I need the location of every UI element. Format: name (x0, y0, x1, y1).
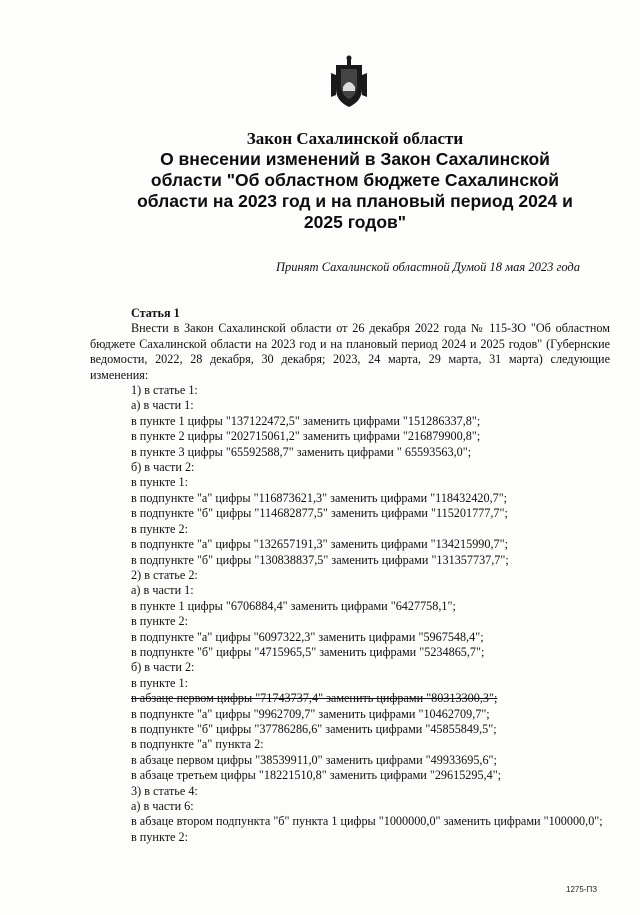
amendment-line: а) в части 6: (131, 799, 194, 813)
amendment-line: б) в части 2: (131, 460, 195, 475)
amendment-line: в пункте 1: (131, 475, 188, 490)
amendment-lines (90, 383, 610, 814)
amendment-line: в подпункте "а" цифры "9962709,7" заменить цифрами "10462709,7"; (131, 706, 490, 721)
amendment-line: в абзаце первом цифры "71743737,4" заменить цифрами "80313300,3"; (131, 691, 498, 706)
title-line-4: области на 2023 год и на плановый период 2024 и (137, 191, 573, 211)
amendment-line: а) в части 1: (131, 398, 194, 413)
adoption-note: Принят Сахалинской областной Думой 18 мая 2023 года (276, 260, 580, 274)
amendment-line: в подпункте "б" цифры "114682877,5" заменить цифрами "115201777,7"; (131, 506, 508, 521)
amendment-line: а) в части 1: (131, 583, 194, 598)
law-title (120, 128, 590, 233)
document-body (90, 306, 610, 845)
final-line: в пункте 2: (131, 829, 188, 844)
amendment-line: в подпункте "а" цифры "132657191,3" заменить цифрами "134215990,7"; (131, 537, 508, 552)
amendment-line: в пункте 2: (131, 521, 188, 536)
amendment-line: 1) в статье 1: (131, 383, 198, 398)
amendment-line: в подпункте "б" цифры "37786286,6" заменить цифрами "45855849,5"; (131, 721, 497, 736)
title-line-2: О внесении изменений в Закон Сахалинской (160, 149, 550, 169)
amendment-line: 3) в статье 4: (131, 783, 198, 798)
document-code: 1275-ПЗ (566, 885, 598, 894)
amendment-line: в подпункте "а" цифры "6097322,3" заменить цифрами "5967548,4"; (131, 629, 484, 644)
amendment-line: в подпункте "б" цифры "130838837,5" заменить цифрами "131357737,7"; (131, 552, 509, 567)
amendment-line: 2) в статье 2: (131, 567, 198, 582)
amendment-line: в пункте 1 цифры "6706884,4" заменить цифрами "6427758,1"; (131, 598, 456, 613)
amendment-line: в подпункте "а" цифры "116873621,3" заменить цифрами "118432420,7"; (131, 490, 508, 505)
coat-of-arms-emblem-icon (331, 55, 367, 109)
title-line-3: области "Об областном бюджете Сахалинской (150, 170, 560, 190)
title-line-1: Закон Сахалинской области (246, 129, 464, 148)
amendment-line: в пункте 1: (131, 675, 188, 690)
amendment-line: б) в части 2: (131, 660, 195, 675)
title-line-5: 2025 годов" (303, 212, 407, 232)
amendment-line: в абзаце третьем цифры "18221510,8" заменить цифрами "29615295,4"; (131, 768, 502, 783)
amendment-line: в пункте 1 цифры "137122472,5" заменить цифрами "151286337,8"; (131, 413, 481, 428)
amendment-line: в пункте 2 цифры "202715061,2" заменить цифрами "216879900,8"; (131, 429, 481, 444)
amendment-line: в абзаце первом цифры "38539911,0" заменить цифрами "49933695,6"; (131, 752, 497, 767)
intro-paragraph: Внести в Закон Сахалинской области от 26 декабря 2022 года № 115-ЗО "Об областном бюджете Сахалинской области на 2023 год и на плановый период 2024 и 2025 годов" (Губернские ведомости, 2022, 28 декабря, 30 декабря; 2023, 24 марта, 29 марта, 31 марта) следующие изменения: (90, 321, 610, 382)
amendment-line: в подпункте "б" цифры "4715965,5" заменить цифрами "5234865,7"; (131, 644, 485, 659)
amendment-line: в пункте 2: (131, 614, 188, 629)
article-heading: Статья 1 (131, 306, 180, 320)
last-paragraph: в абзаце втором подпункта "б" пункта 1 цифры "1000000,0" заменить цифрами "100000,0"; (131, 814, 603, 829)
amendment-line: в подпункте "а" пункта 2: (131, 737, 264, 752)
amendment-line: в пункте 3 цифры "65592588,7" заменить цифрами " 65593563,0"; (131, 444, 472, 459)
